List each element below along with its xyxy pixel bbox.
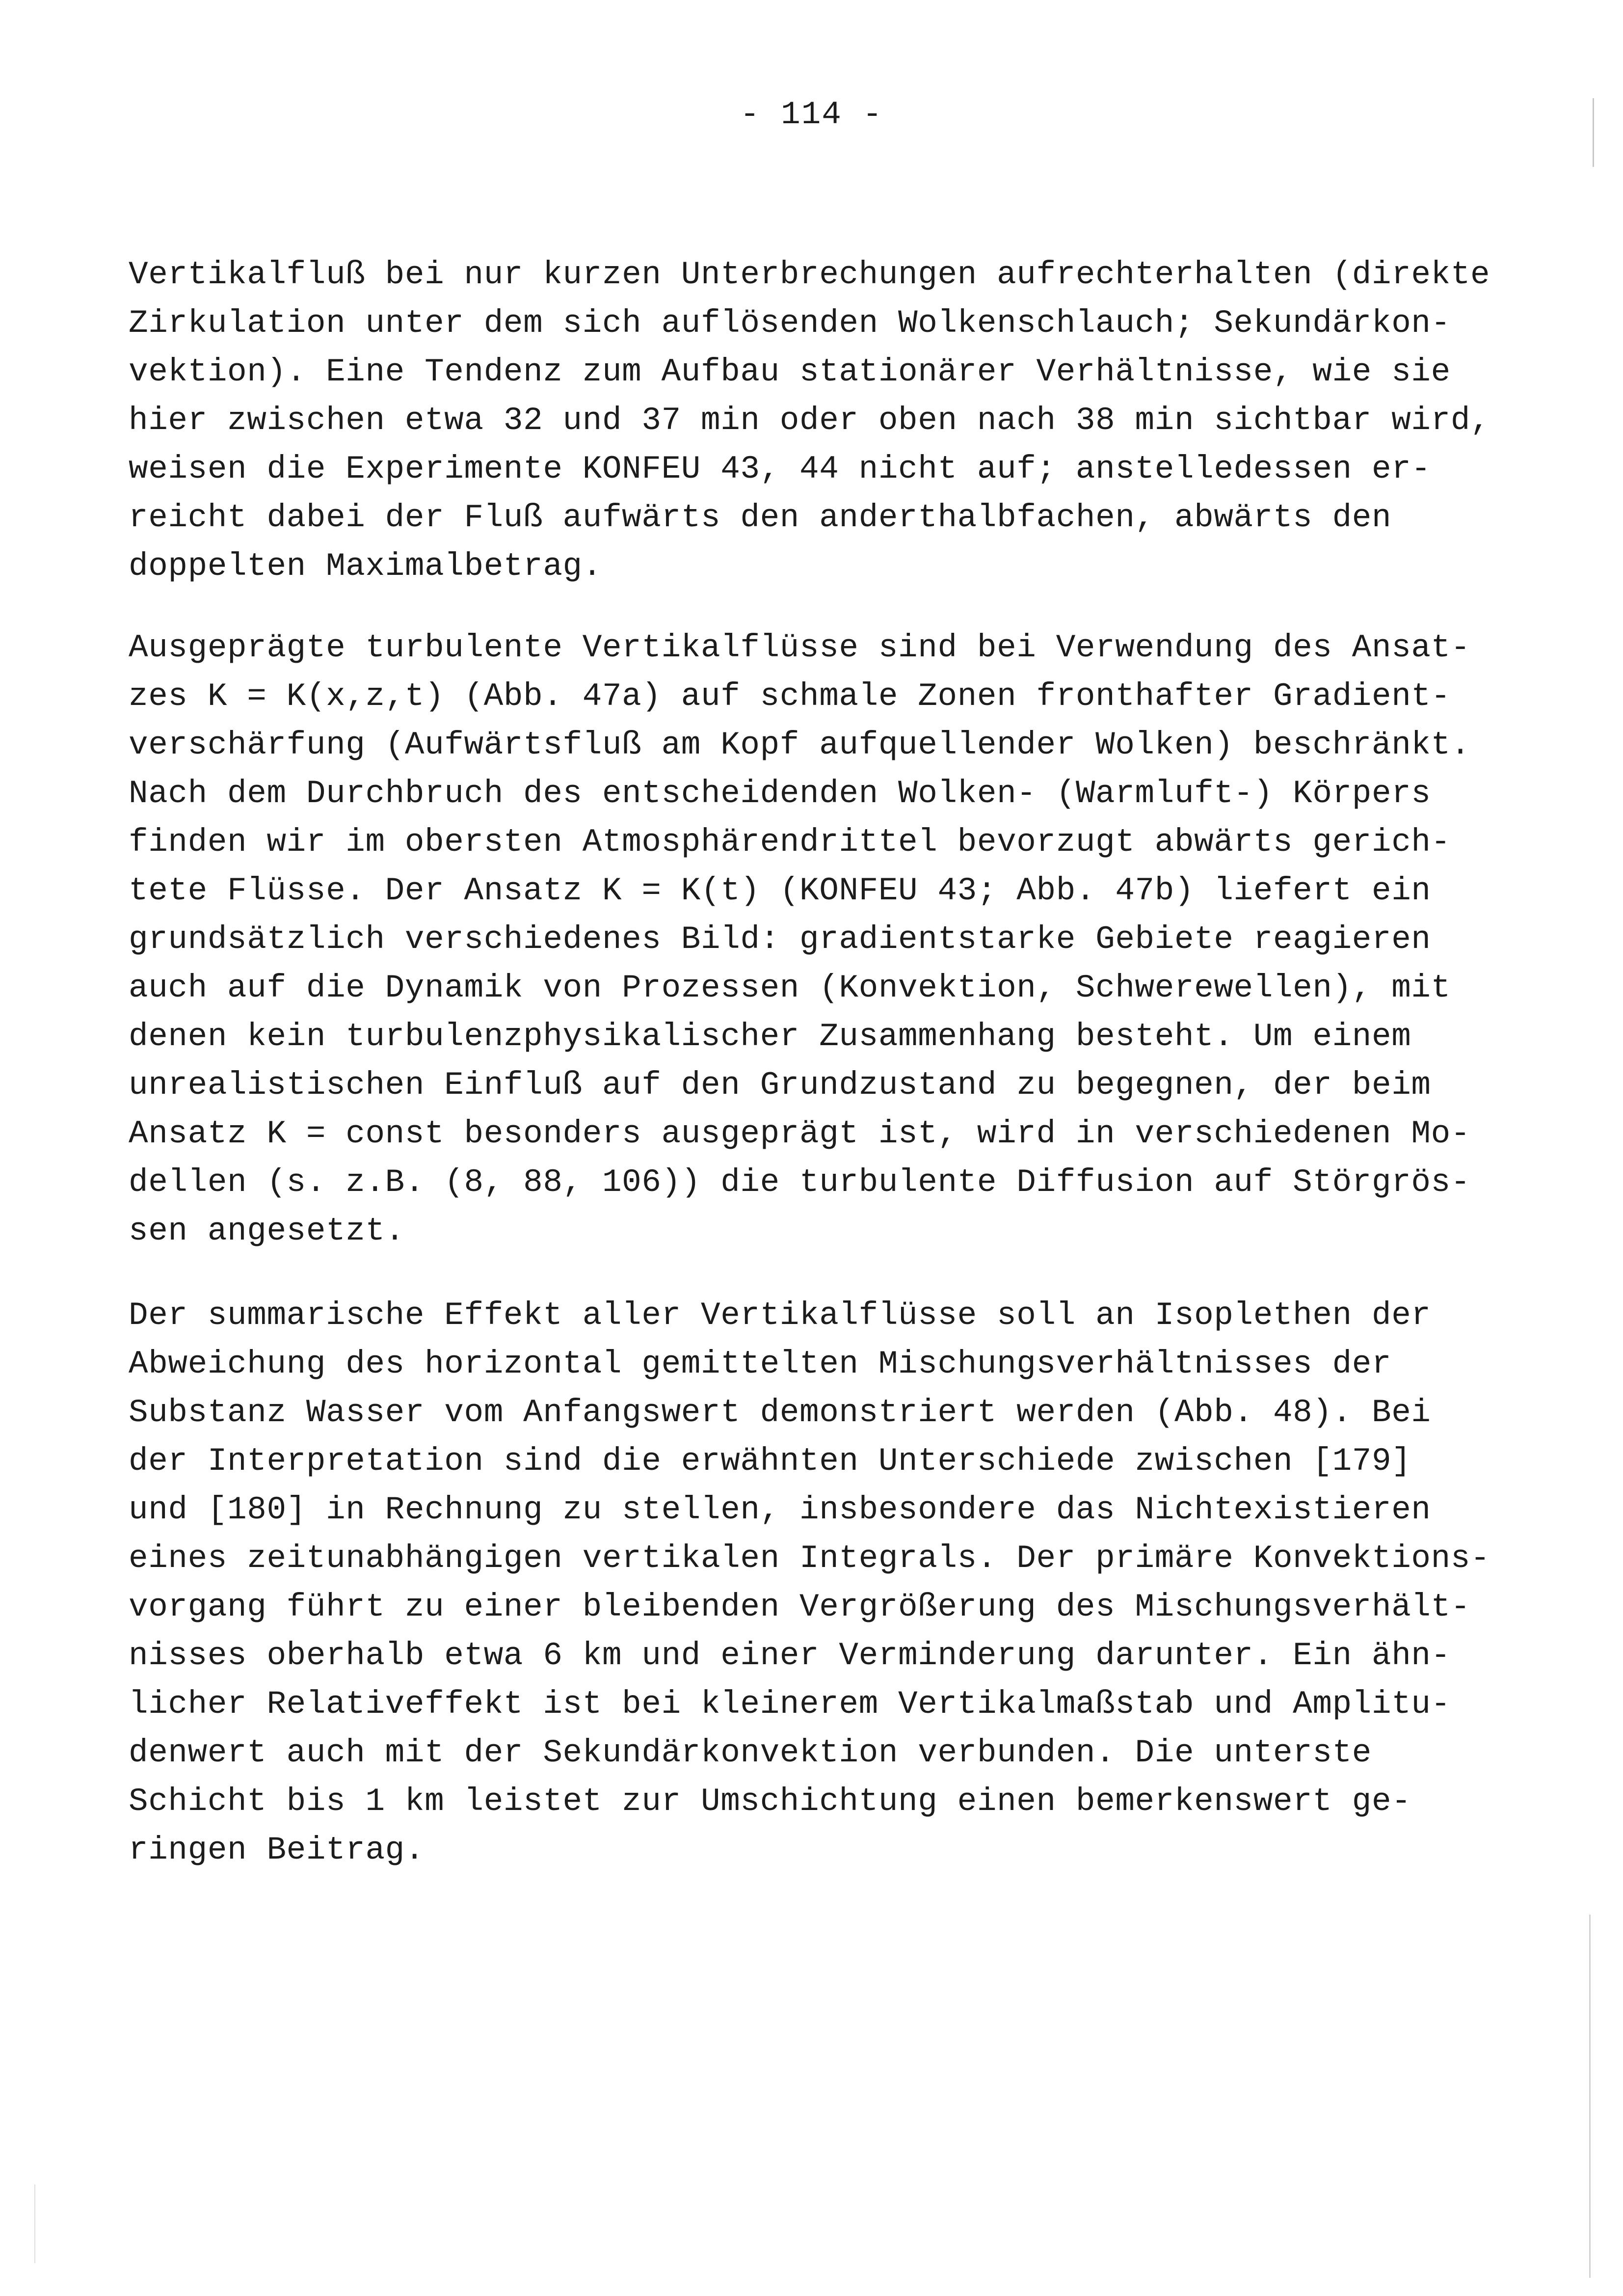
text-line: vorgang führt zu einer bleibenden Vergrößerung des Mischungsverhält- [129, 1589, 1471, 1625]
text-line: ringen Beitrag. [129, 1832, 425, 1868]
text-line: vektion). Eine Tendenz zum Aufbau stationärer Verhältnisse, wie sie [129, 353, 1451, 390]
paragraph [129, 623, 1532, 1255]
text-line: zes K = K(x,z,t) (Abb. 47a) auf schmale Zonen fronthafter Gradient- [129, 678, 1451, 715]
text-line: Nach dem Durchbruch des entscheidenden Wolken- (Warmluft-) Körpers [129, 775, 1431, 812]
text-line: nisses oberhalb etwa 6 km und einer Verminderung darunter. Ein ähn- [129, 1637, 1451, 1674]
text-line: unrealistischen Einfluß auf den Grundzustand zu begegnen, der beim [129, 1067, 1431, 1104]
text-line: tete Flüsse. Der Ansatz K = K(t) (KONFEU 43; Abb. 47b) liefert ein [129, 872, 1431, 909]
text-line: Substanz Wasser vom Anfangswert demonstriert werden (Abb. 48). Bei [129, 1394, 1431, 1431]
scan-edge-mark [1589, 1915, 1591, 2278]
scan-edge-mark [34, 2185, 35, 2263]
text-line: auch auf die Dynamik von Prozessen (Konvektion, Schwerewellen), mit [129, 970, 1451, 1006]
text-line: sen angesetzt. [129, 1213, 405, 1249]
text-line: denen kein turbulenzphysikalischer Zusammenhang besteht. Um einem [129, 1018, 1411, 1055]
text-line: Zirkulation unter dem sich auflösenden Wolkenschlauch; Sekundärkon- [129, 305, 1451, 342]
paragraph [129, 250, 1532, 591]
text-line: denwert auch mit der Sekundärkonvektion verbunden. Die unterste [129, 1734, 1372, 1771]
text-line: doppelten Maximalbetrag. [129, 548, 602, 585]
text-line: Ausgeprägte turbulente Vertikalflüsse sind bei Verwendung des Ansat- [129, 629, 1471, 666]
text-line: weisen die Experimente KONFEU 43, 44 nicht auf; anstelledessen er- [129, 451, 1431, 487]
text-line: und [180] in Rechnung zu stellen, insbesondere das Nichtexistieren [129, 1491, 1431, 1528]
page-number: - 114 - [740, 96, 883, 133]
paragraph [129, 1291, 1532, 1874]
text-line: der Interpretation sind die erwähnten Unterschiede zwischen [179] [129, 1443, 1411, 1480]
text-line: Vertikalfluß bei nur kurzen Unterbrechungen aufrechterhalten (direkte [129, 256, 1490, 293]
text-line: verschärfung (Aufwärtsfluß am Kopf aufquellender Wolken) beschränkt. [129, 727, 1471, 763]
text-line: Ansatz K = const besonders ausgeprägt ist, wird in verschiedenen Mo- [129, 1115, 1471, 1152]
text-line: Schicht bis 1 km leistet zur Umschichtung einen bemerkenswert ge- [129, 1783, 1411, 1820]
text-line: Abweichung des horizontal gemittelten Mischungsverhältnisses der [129, 1346, 1392, 1382]
text-line: Der summarische Effekt aller Vertikalflüsse soll an Isoplethen der [129, 1297, 1431, 1334]
text-line: finden wir im obersten Atmosphärendrittel bevorzugt abwärts gerich- [129, 824, 1451, 861]
text-line: eines zeitunabhängigen vertikalen Integrals. Der primäre Konvektions- [129, 1540, 1490, 1577]
text-line: hier zwischen etwa 32 und 37 min oder oben nach 38 min sichtbar wird, [129, 402, 1490, 439]
scan-edge-mark [1593, 98, 1594, 167]
text-line: reicht dabei der Fluß aufwärts den anderthalbfachen, abwärts den [129, 499, 1392, 536]
text-line: licher Relativeffekt ist bei kleinerem Vertikalmaßstab und Amplitu- [129, 1686, 1451, 1723]
text-line: dellen (s. z.B. (8, 88, 106)) die turbulente Diffusion auf Störgrös- [129, 1164, 1471, 1201]
text-line: grundsätzlich verschiedenes Bild: gradientstarke Gebiete reagieren [129, 921, 1431, 958]
